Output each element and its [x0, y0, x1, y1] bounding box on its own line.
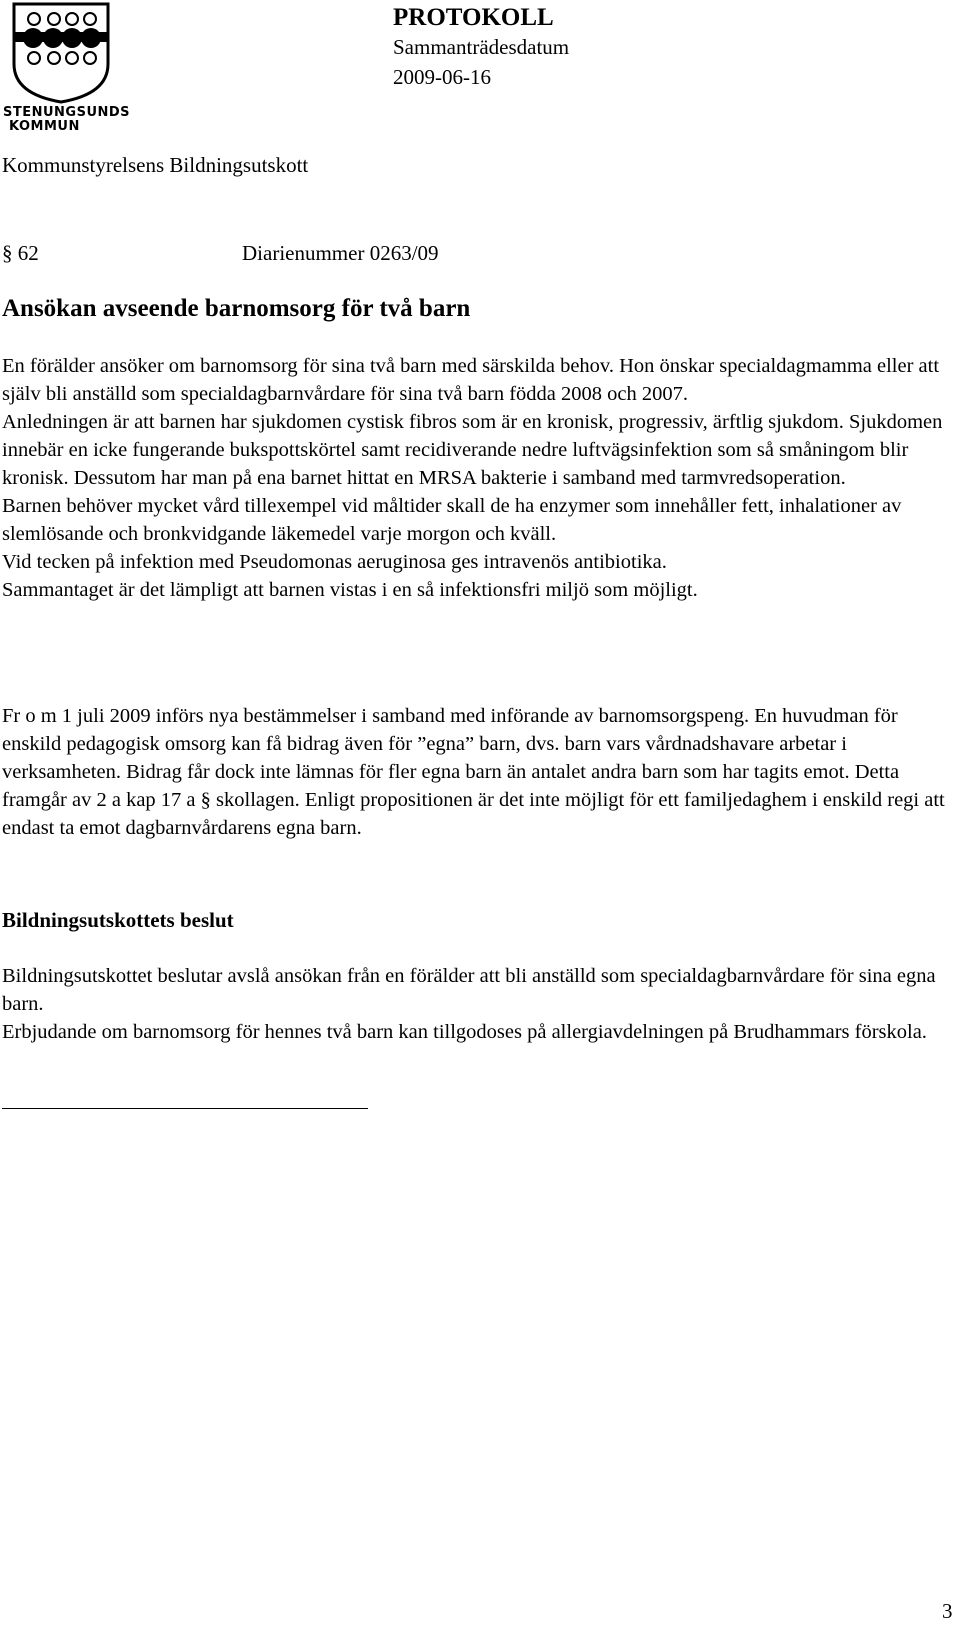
decision-paragraph: Bildningsutskottet beslutar avslå ansökan från en förälder att bli anställd som specialdagbarnvårdare för sina egna barn. [2, 965, 936, 1015]
background-section [2, 352, 952, 604]
coat-of-arms-icon [2, 2, 120, 106]
body-paragraph: Anledningen är att barnen har sjukdomen cystisk fibros som är en kronisk, progressiv, ärftlig sjukdom. Sjukdomen innebär en icke fungerande bukspottskörtel samt recidiverande nedre luftvägsinfektion som så småningom blir kronisk. Dessutom har man på ena barnet hittat en MRSA bakterie i samband med tarmvredsoperation. [2, 411, 943, 489]
committee-name: Kommunstyrelsens Bildningsutskott [2, 153, 309, 177]
body-paragraph: En förälder ansöker om barnomsorg för sina två barn med särskilda behov. Hon önskar specialdagmamma eller att själv bli anställd som specialdagbarnvårdare för sina två barn födda 2008 och 2007. [2, 355, 940, 405]
meeting-date: 2009-06-16 [393, 65, 491, 89]
item-title: Ansökan avseende barnomsorg för två barn [2, 295, 471, 322]
decision-paragraph: Erbjudande om barnomsorg för hennes två barn kan tillgodoses på allergiavdelningen på Brudhammars förskola. [2, 1021, 927, 1043]
body-paragraph: Barnen behöver mycket vård tillexempel vid måltider skall de ha enzymer som innehåller fett, inhalationer av slemlösande och bronkvidgande läkemedel varje morgon och kväll. [2, 495, 902, 545]
document-type: PROTOKOLL [393, 4, 554, 31]
logo-name-line2: KOMMUN [9, 119, 80, 134]
regulation-section [2, 702, 952, 842]
diary-number: Diarienummer 0263/09 [242, 241, 439, 265]
signature-rule [2, 1108, 368, 1109]
municipality-logo [2, 2, 131, 134]
item-reference [2, 238, 439, 268]
decision-section [2, 962, 952, 1046]
page-number: 3 [942, 1599, 953, 1623]
logo-name-line1: STENUNGSUNDS [3, 105, 131, 120]
meeting-date-label: Sammanträdesdatum [393, 35, 570, 59]
body-paragraph: Sammantaget är det lämpligt att barnen vistas i en så infektionsfri miljö som möjligt. [2, 579, 698, 601]
document-header [393, 4, 569, 92]
body-paragraph: Vid tecken på infektion med Pseudomonas aeruginosa ges intravenös antibiotika. [2, 551, 667, 573]
decision-heading: Bildningsutskottets beslut [2, 908, 234, 932]
paragraph-number: § 62 [2, 241, 39, 265]
body-paragraph: Fr o m 1 juli 2009 införs nya bestämmelser i samband med införande av barnomsorgspeng. En huvudman för enskild pedagogisk omsorg kan få bidrag även för ”egna” barn, dvs. barn vars vårdnadshavare arbetar i verksamheten. Bidrag får dock inte lämnas för fler egna barn än antalet andra barn som har tagits emot. Detta framgår av 2 a kap 17 a § skollagen. Enligt propositionen är det inte möjligt för ett familjedaghem i enskild regi att endast ta emot dagbarnvårdarens egna barn. [2, 705, 945, 839]
